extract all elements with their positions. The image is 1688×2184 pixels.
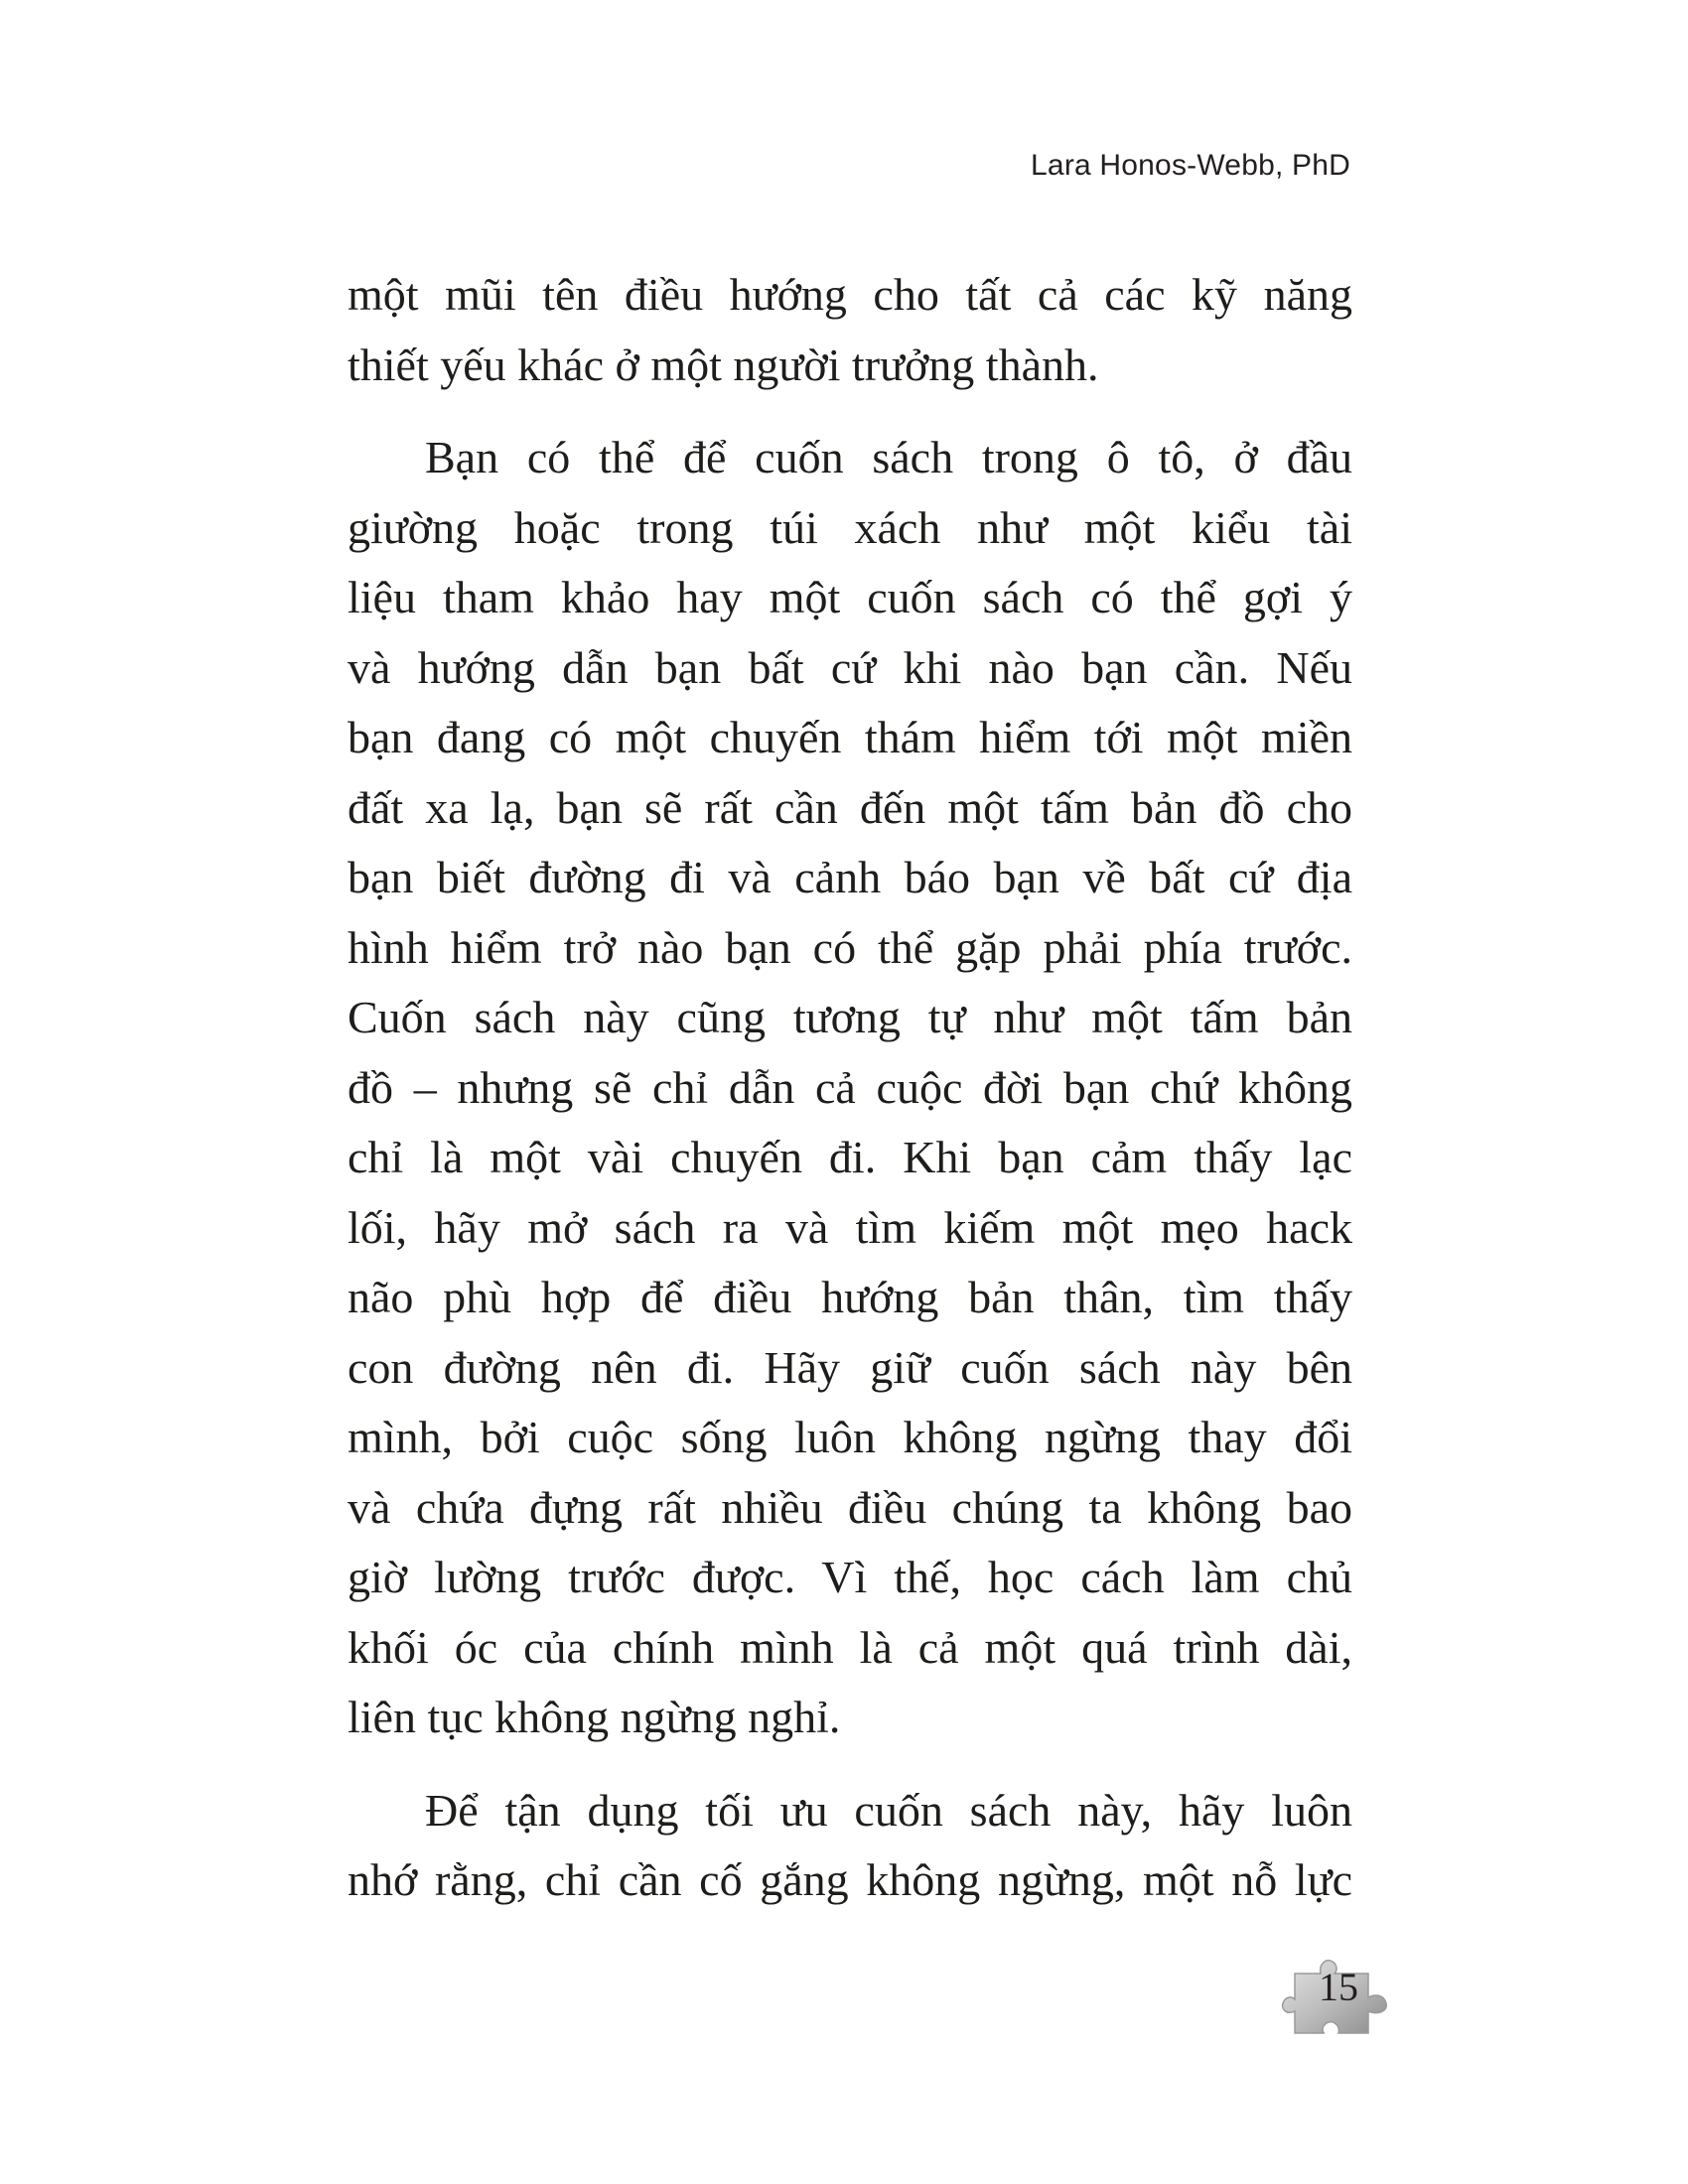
- text-line: chỉ là một vài chuyến đi. Khi bạn cảm thấy lạc: [348, 1132, 1352, 1182]
- text-line: con đường nên đi. Hãy giữ cuốn sách này bên: [348, 1341, 1352, 1393]
- text-line: hình hiểm trở nào bạn có thể gặp phải phía trước.: [348, 921, 1352, 973]
- paragraph-1: [348, 260, 1352, 400]
- text-line: Bạn có thể để cuốn sách trong ô tô, ở đầu: [425, 432, 1352, 482]
- text-line: não phù hợp để điều hướng bản thân, tìm thấy: [348, 1272, 1352, 1322]
- text-line: Cuốn sách này cũng tương tự như một tấm bản: [348, 992, 1352, 1042]
- text-line: và chứa đựng rất nhiều điều chúng ta không bao: [348, 1481, 1352, 1533]
- text-line: thiết yếu khác ở một người trưởng thành.: [348, 339, 1099, 390]
- page-body: [348, 260, 1352, 1916]
- text-line: giờ lường trước được. Vì thế, học cách làm chủ: [348, 1552, 1352, 1602]
- text-line: Để tận dụng tối ưu cuốn sách này, hãy luôn: [425, 1784, 1352, 1836]
- running-header-author: Lara Honos-Webb, PhD: [1031, 149, 1350, 182]
- text-line: đồ – nhưng sẽ chỉ dẫn cả cuộc đời bạn chứ không: [348, 1061, 1352, 1113]
- text-line: giường hoặc trong túi xách như một kiểu tài: [348, 501, 1352, 553]
- text-line: bạn đang có một chuyến thám hiểm tới một miền: [348, 712, 1352, 762]
- text-line: đất xa lạ, bạn sẽ rất cần đến một tấm bản đồ cho: [348, 781, 1352, 833]
- paragraph-3: [348, 1776, 1352, 1916]
- text-line: liệu tham khảo hay một cuốn sách có thể gợi ý: [348, 572, 1352, 622]
- text-line: khối óc của chính mình là cả một quá trình dài,: [348, 1621, 1352, 1673]
- page-folio: [1281, 1954, 1410, 2043]
- page-number: 15: [1319, 1965, 1358, 2009]
- text-line: mình, bởi cuộc sống luôn không ngừng thay đổi: [348, 1412, 1352, 1462]
- paragraph-2: [348, 423, 1352, 1753]
- text-line: lối, hãy mở sách ra và tìm kiếm một mẹo hack: [348, 1201, 1352, 1253]
- text-line: liên tục không ngừng nghỉ.: [348, 1692, 841, 1742]
- text-line: một mũi tên điều hướng cho tất cả các kỹ năng: [348, 269, 1352, 320]
- text-line: nhớ rằng, chỉ cần cố gắng không ngừng, một nỗ lực: [348, 1854, 1352, 1905]
- text-line: và hướng dẫn bạn bất cứ khi nào bạn cần. Nếu: [348, 641, 1352, 693]
- text-line: bạn biết đường đi và cảnh báo bạn về bất cứ địa: [348, 852, 1352, 902]
